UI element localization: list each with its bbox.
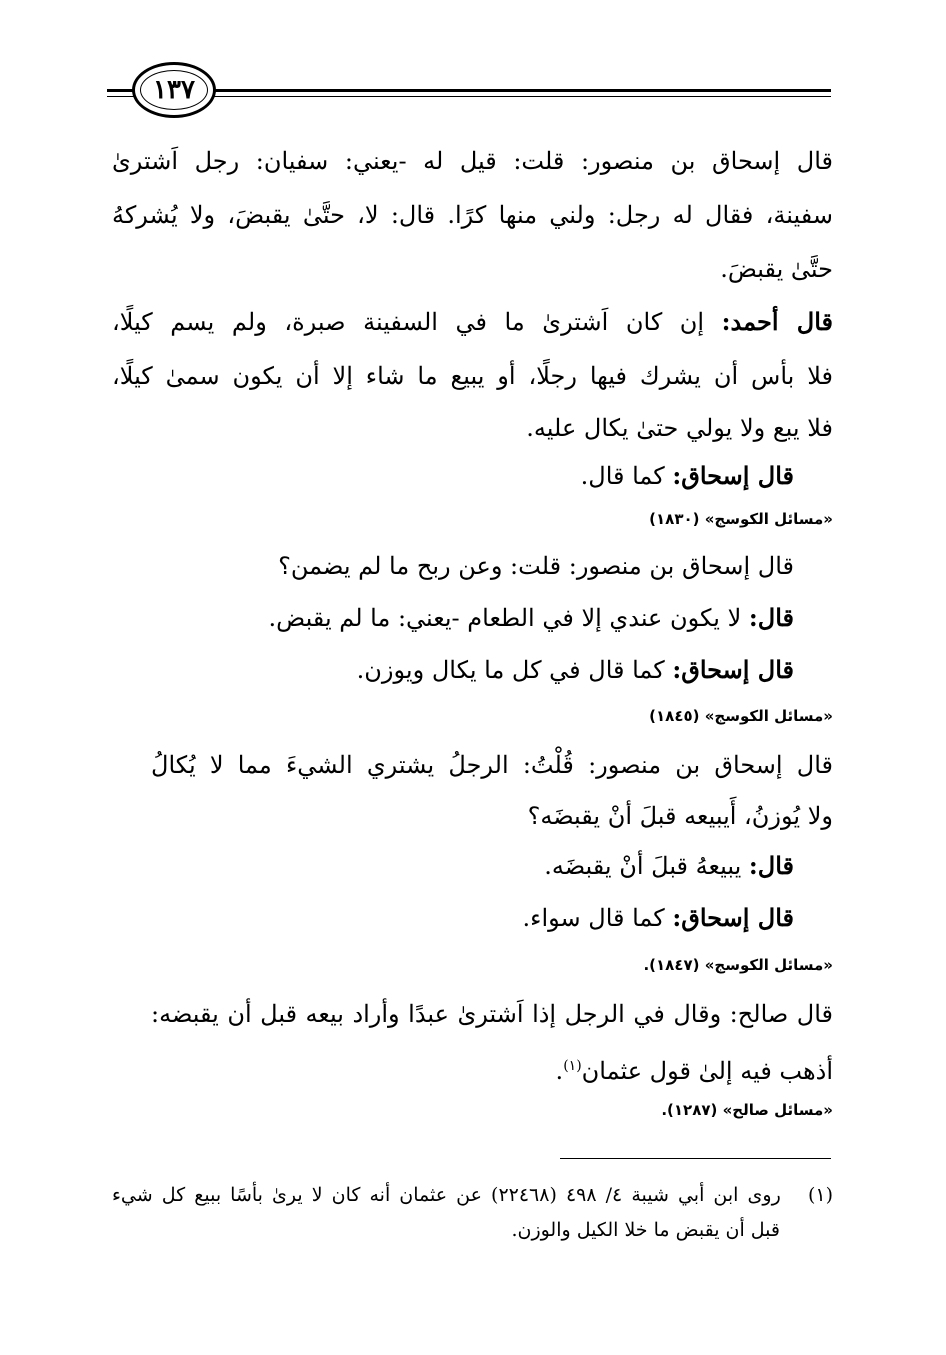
paragraph-line: قال إسحاق بن منصور: قُلْتُ: الرجلُ يشتري الشيءَ مما لا يُكالُ xyxy=(151,751,834,779)
footnote-marker: (١) xyxy=(563,1058,582,1074)
header-rule-thin xyxy=(107,96,831,97)
source-citation: «مسائل صالح» (١٢٨٧). xyxy=(661,1101,833,1119)
footnote-line: قبل أن يقبض ما خلا الكيل والوزن. xyxy=(511,1219,780,1241)
paragraph-line xyxy=(523,898,794,938)
paragraph-line: قال صالح: وقال في الرجل إذا اَشترىٰ عبدًا وأراد بيعه قبل أن يقبضه: xyxy=(151,1000,833,1028)
speaker-label: قال أحمد: xyxy=(721,307,833,336)
paragraph-line xyxy=(269,598,794,638)
footnote-line xyxy=(112,1178,833,1212)
paragraph-text-end: . xyxy=(555,1057,564,1085)
paragraph-line xyxy=(581,456,794,496)
paragraph-line: قال إسحاق بن منصور: قلت: قيل له -يعني: سفيان: رجل اَشترىٰ xyxy=(112,147,833,175)
speaker-text: كما قال سواء. xyxy=(522,904,673,932)
speaker-label: قال: xyxy=(748,603,794,632)
speaker-text: يبيعهُ قبلَ أنْ يقبضَه. xyxy=(544,852,749,880)
paragraph-line: ولا يُوزنُ، أَيبيعه قبلَ أنْ يقبضَه؟ xyxy=(527,802,833,830)
page-number: ١٣٧ xyxy=(153,75,195,105)
footnote-text: روى ابن أبي شيبة ٤/ ٤٩٨ (٢٢٤٦٨) عن عثمان أنه كان لا يرىٰ بأسًا ببيع كل شيء xyxy=(112,1184,781,1206)
source-citation: «مسائل الكوسج» (١٨٤٥) xyxy=(649,707,833,725)
speaker-label: قال إسحاق: xyxy=(672,461,794,490)
speaker-label: قال: xyxy=(748,851,794,880)
source-citation: «مسائل الكوسج» (١٨٣٠) xyxy=(649,510,833,528)
paragraph-line: فلا يبع ولا يولي حتىٰ يكال عليه. xyxy=(526,414,833,442)
paragraph-line: قال إسحاق بن منصور: قلت: وعن ربح ما لم يضمن؟ xyxy=(278,552,794,580)
speaker-text: لا يكون عندي إلا في الطعام -يعني: ما لم يقبض. xyxy=(268,604,749,632)
speaker-text: كما قال في كل ما يكال ويوزن. xyxy=(356,656,673,684)
source-citation: «مسائل الكوسج» (١٨٤٧). xyxy=(643,956,833,974)
speaker-label: قال إسحاق: xyxy=(672,903,794,932)
paragraph-line: سفينة، فقال له رجل: ولني منها كرًا. قال: لا، حتَّىٰ يقبضَ، ولا يُشركهُ xyxy=(112,201,833,229)
paragraph-line xyxy=(357,650,794,690)
speaker-text: كما قال. xyxy=(580,462,673,490)
paragraph-line: فلا بأس أن يشرك فيها رجلًا، أو يبيع ما شاء إلا أن يكون سمىٰ كيلًا، xyxy=(112,362,833,390)
page-number-badge xyxy=(132,62,216,118)
paragraph-text: أذهب فيه إلىٰ قول عثمان xyxy=(581,1057,833,1085)
paragraph-line xyxy=(556,1046,833,1091)
footnote-number: (١) xyxy=(807,1184,833,1206)
footnote-rule xyxy=(560,1158,831,1159)
speaker-label: قال إسحاق: xyxy=(672,655,794,684)
paragraph-line xyxy=(544,846,794,886)
paragraph-line: حتَّىٰ يقبضَ. xyxy=(720,255,833,283)
paragraph-line xyxy=(112,302,833,342)
speaker-text: إن كان اَشترىٰ ما في السفينة صبرة، ولم يسم كيلًا، xyxy=(112,308,722,336)
